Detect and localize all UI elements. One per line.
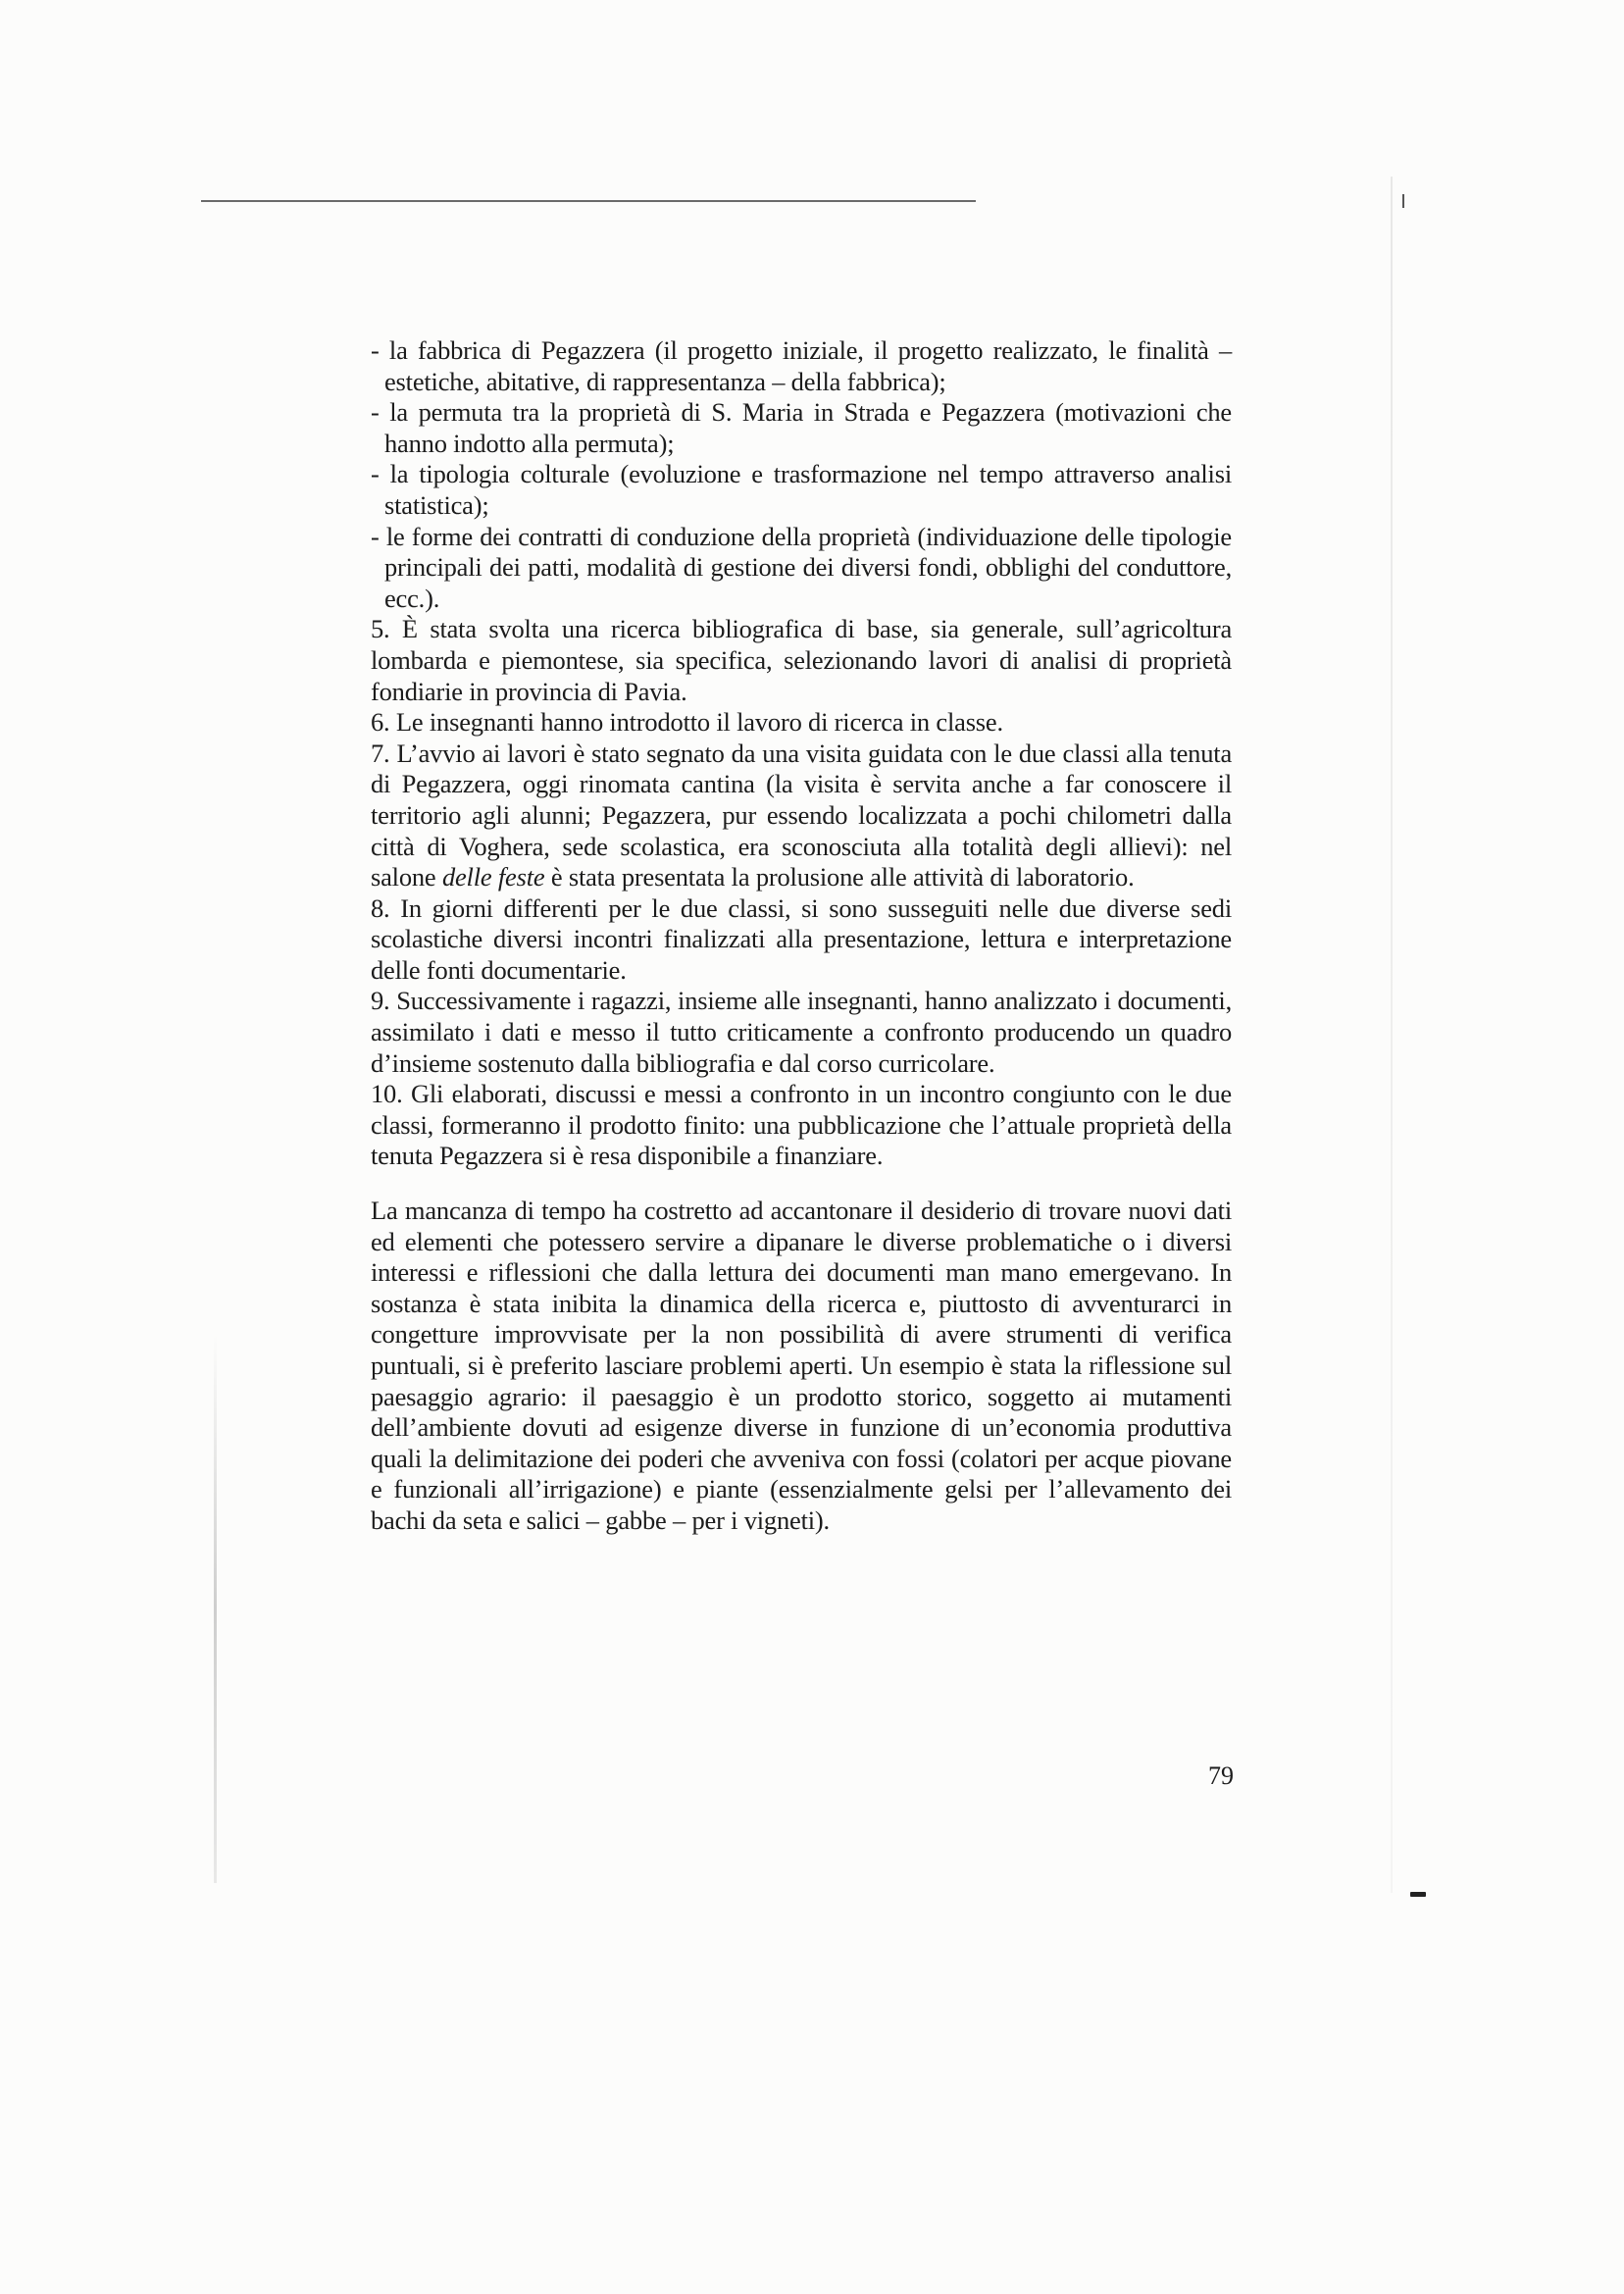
item-text-after: è stata presentata la prolusione alle attività di laboratorio. <box>544 862 1135 892</box>
item-text: È stata svolta una ricerca bibliografica di base, sia generale, sull’agricoltura lombarda e piemontese, sia specifica, selezionando lavori di analisi di proprietà fondiarie in provincia di Pavia. <box>371 614 1233 706</box>
list-bullet: - <box>371 459 390 489</box>
numbered-item-8 <box>371 893 1232 987</box>
list-item <box>371 459 1232 521</box>
list-item-text: la tipologia colturale (evoluzione e trasformazione nel tempo attraverso analisi statistica); <box>384 459 1232 520</box>
numbered-item-5 <box>371 614 1232 707</box>
numbered-item-9 <box>371 986 1232 1079</box>
closing-paragraph: La mancanza di tempo ha costretto ad accantonare il desiderio di trovare nuovi dati ed elementi che potessero servire a dipanare le diverse problematiche o i diversi interessi e riflessioni che dalla lettura dei documenti man mano emergevano. In sostanza è stata inibita la dinamica della ricerca e, piuttosto di avventurarci in congetture improvvisate per la non possibilità di avere strumenti di verifica puntuali, si è preferito lasciare problemi aperti. Un esempio è stata la riflessione sul paesaggio agrario: il paesaggio è un prodotto storico, soggetto ai mutamenti dell’ambiente dovuti ad esigenze diverse in funzione di un’economia produttiva quali la delimitazione dei poderi che avveniva con fossi (colatori per acque piovane e funzionali all’irrigazione) e piante (essenzialmente gelsi per l’allevamento dei bachi da seta e salici – gabbe – per i vigneti). <box>371 1196 1232 1535</box>
scan-edge-shadow-right <box>1391 177 1393 1893</box>
scan-edge-shadow-left <box>214 1334 217 1883</box>
list-bullet: - <box>371 397 390 428</box>
item-text: Le insegnanti hanno introdotto il lavoro di ricerca in classe. <box>395 707 1003 738</box>
list-item-text: la permuta tra la proprietà di S. Maria in Strada e Pegazzera (motivazioni che hanno indotto alla permuta); <box>384 397 1232 458</box>
item-number: 5. <box>371 614 402 644</box>
item-text-italic: delle feste <box>441 862 545 892</box>
list-item <box>371 335 1232 397</box>
body-text <box>371 335 1232 1537</box>
list-bullet: - <box>371 521 386 551</box>
item-number: 10. <box>371 1079 411 1109</box>
crop-mark-bottom-icon <box>1410 1892 1426 1897</box>
item-text-before: L’avvio ai lavori è stato segnato da una visita guidata con le due classi alla tenuta di Pegazzera, oggi rinomata cantina (la visita è servita anche a far conoscere il territorio agli alunni; Pegazzera, pur essendo localizzata a pochi chilometri dalla città di Voghera, sede scolastica, era sconosciuta alla totalità degli allievi): nel salone <box>371 738 1233 892</box>
top-rule-line <box>201 200 976 202</box>
item-number: 8. <box>371 892 401 923</box>
item-number: 6. <box>371 707 396 738</box>
list-item-text: le forme dei contratti di conduzione della proprietà (individuazione delle tipologie principali dei patti, modalità di gestione dei diversi fondi, obblighi del conduttore, ecc.). <box>384 521 1232 613</box>
list-bullet: - <box>371 335 389 365</box>
numbered-item-7 <box>371 739 1232 893</box>
paragraph-gap <box>371 1172 1232 1196</box>
numbered-item-6 <box>371 707 1232 739</box>
item-text: In giorni differenti per le due classi, si sono susseguiti nelle due diverse sedi scolastiche diversi incontri finalizzati alla presentazione, lettura e interpretazione delle fonti documentarie. <box>371 892 1232 985</box>
item-text: Gli elaborati, discussi e messi a confronto in un incontro congiunto con le due classi, formeranno il prodotto finito: una pubblicazione che l’attuale proprietà della tenuta Pegazzera si è resa disponibile a finanziare. <box>371 1079 1232 1171</box>
item-number: 9. <box>371 986 397 1016</box>
item-text: Successivamente i ragazzi, insieme alle insegnanti, hanno analizzato i documenti, assimilato i dati e messo il tutto criticamente a confronto producendo un quadro d’insieme sostenuto dalla bibliografia e dal corso curricolare. <box>371 986 1232 1078</box>
list-item <box>371 397 1232 459</box>
item-number: 7. <box>371 738 397 768</box>
page-number: 79 <box>1208 1761 1234 1790</box>
numbered-item-10 <box>371 1079 1232 1172</box>
list-item <box>371 522 1232 615</box>
list-item-text: la fabbrica di Pegazzera (il progetto iniziale, il progetto realizzato, le finalità – estetiche, abitative, di rappresentanza – della fabbrica); <box>384 335 1232 396</box>
crop-mark-top-icon <box>1402 194 1404 208</box>
